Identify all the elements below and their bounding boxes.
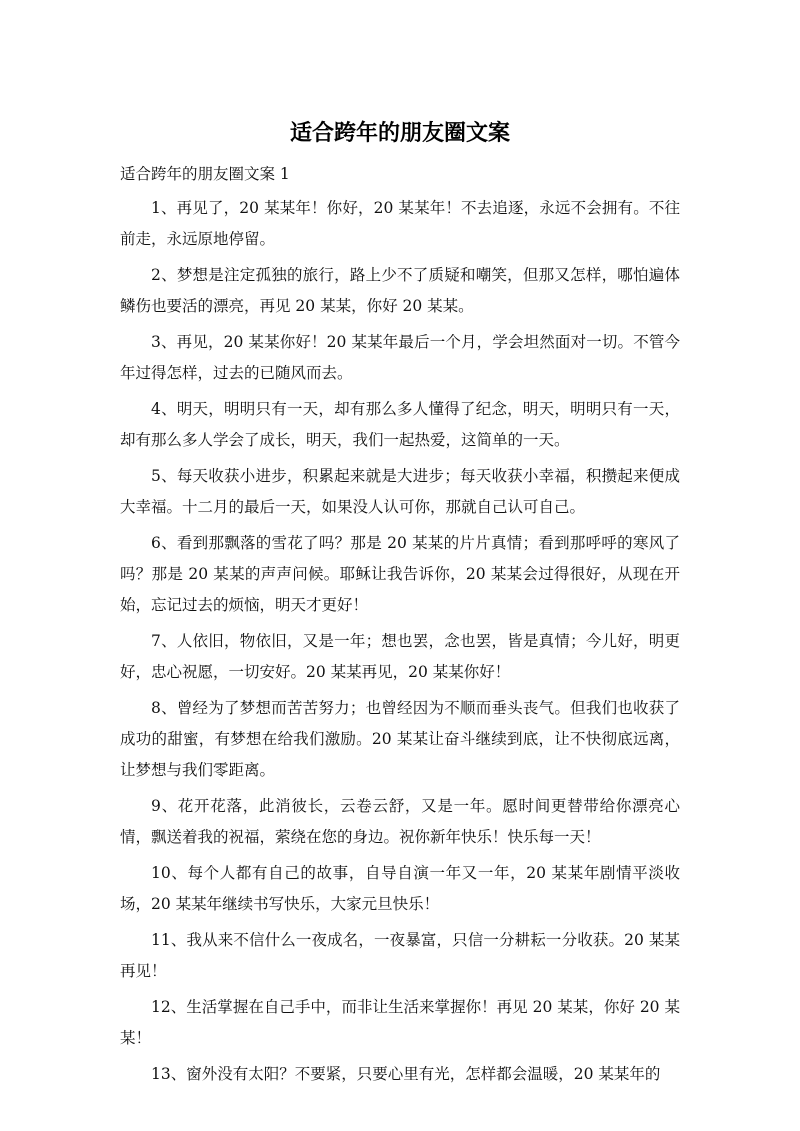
paragraph-3: 3、再见，20 某某你好！20 某某年最后一个月，学会坦然面对一切。不管今年过得怎样，过去的已随风而去。 [120, 333, 680, 382]
paragraph-8: 8、曾经为了梦想而苦苦努力；也曾经因为不顺而垂头丧气。但我们也收获了成功的甜蜜，有梦想在给我们激励。20 某某让奋斗继续到底，让不快彻底远离，让梦想与我们零距离。 [120, 699, 680, 779]
paragraph-11: 11、我从来不信什么一夜成名，一夜暴富，只信一分耕耘一分收获。20 某某再见！ [120, 931, 680, 980]
paragraph-2: 2、梦想是注定孤独的旅行，路上少不了质疑和嘲笑，但那又怎样，哪怕遍体鳞伤也要活的漂亮，再见 20 某某，你好 20 某某。 [120, 266, 680, 315]
paragraph-13: 13、窗外没有太阳？不要紧，只要心里有光，怎样都会温暖，20 某某年的 [151, 1065, 661, 1083]
paragraph-9: 9、花开花落，此消彼长，云卷云舒，又是一年。愿时间更替带给你漂亮心情，飘送着我的祝福，萦绕在您的身边。祝你新年快乐！快乐每一天！ [120, 797, 680, 846]
paragraph-7: 7、人依旧，物依旧，又是一年；想也罢，念也罢，皆是真情；今儿好，明更好，忠心祝愿，一切安好。20 某某再见，20 某某你好！ [120, 632, 680, 681]
paragraph-5: 5、每天收获小进步，积累起来就是大进步；每天收获小幸福，积攒起来便成大幸福。十二月的最后一天，如果没人认可你，那就自己认可自己。 [120, 467, 680, 516]
paragraph-6: 6、看到那飘落的雪花了吗？那是 20 某某的片片真情；看到那呼呼的寒风了吗？那是 20 某某的声声问候。耶稣让我告诉你，20 某某会过得很好，从现在开始，忘记过去的烦恼，明天才更好！ [120, 534, 680, 614]
paragraph-4: 4、明天，明明只有一天，却有那么多人懂得了纪念，明天，明明只有一天，却有那么多人学会了成长，明天，我们一起热爱，这简单的一天。 [120, 400, 680, 449]
paragraph-10: 10、每个人都有自己的故事，自导自演一年又一年，20 某某年剧情平淡收场，20 某某年继续书写快乐，大家元旦快乐！ [120, 864, 680, 913]
document-body [120, 193, 680, 1095]
document-subtitle: 适合跨年的朋友圈文案 1 [120, 165, 290, 183]
paragraph-12: 12、生活掌握在自己手中，而非让生活来掌握你！再见 20 某某，你好 20 某某！ [120, 998, 680, 1047]
document-title: 适合跨年的朋友圈文案 [289, 121, 510, 146]
paragraph-1: 1、再见了，20 某某年！你好，20 某某年！不去追逐，永远不会拥有。不往前走，永远原地停留。 [120, 199, 680, 248]
